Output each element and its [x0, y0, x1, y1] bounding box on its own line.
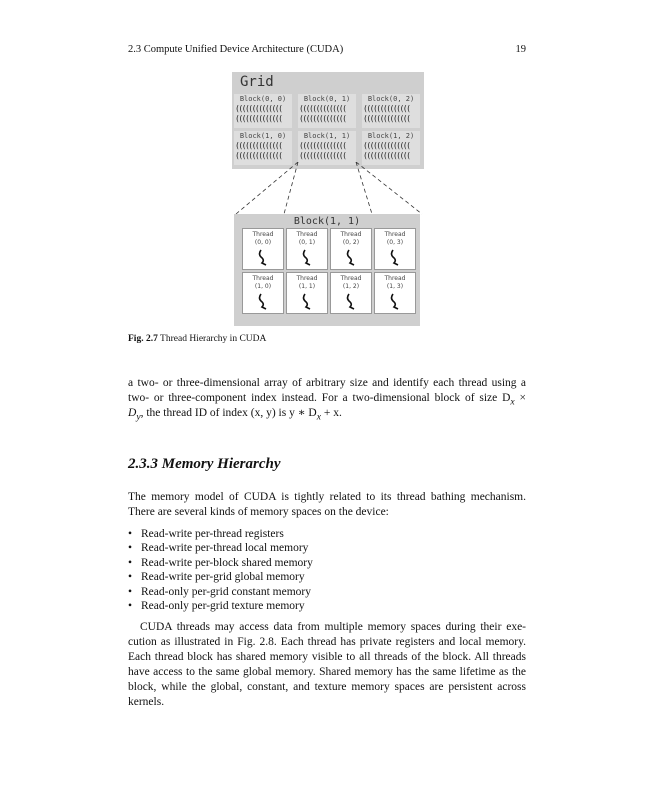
text-line: CUDA threads may access data from multiple memory spaces during their exe-: [140, 621, 526, 633]
grid-panel: [232, 72, 424, 169]
thread-squiggle-icon: [389, 249, 401, 267]
grid-block-label: Block(1, 0): [239, 132, 287, 140]
block-title: Block(1, 1): [293, 216, 361, 227]
connector-line: [284, 162, 298, 214]
section-heading: 2.3.3 Memory Hierarchy: [128, 456, 281, 472]
grid-block: [362, 131, 420, 165]
thread-cell: [242, 228, 284, 270]
caption-label: Fig. 2.7: [128, 334, 158, 344]
connector-line: [356, 162, 372, 214]
running-title: 2.3 Compute Unified Device Architecture (CUDA): [128, 44, 344, 55]
figure-caption: [128, 334, 266, 344]
thread-cell: [374, 228, 416, 270]
grid-title: Grid: [240, 74, 274, 90]
text-line: $D_y$, the thread ID of index (x, y) is y ∗ $D_x + x$.: [128, 407, 342, 423]
text-line: Each thread block has shared memory visible to all threads of the block. All threads: [128, 651, 526, 663]
grid-block-label: Block(0, 1): [303, 95, 351, 103]
list-item: • Read-write per-thread local memory: [128, 542, 309, 555]
thread-glyphs: (((((((((((((( ((((((((((((((: [299, 141, 346, 160]
block-detail-panel: [234, 214, 420, 326]
grid-block: [362, 94, 420, 128]
grid-block: [234, 131, 292, 165]
paragraph-thread-id: [128, 376, 526, 421]
grid-block-highlighted: [298, 131, 356, 165]
grid-block-label: Block(0, 2): [367, 95, 415, 103]
thread-glyphs: (((((((((((((( ((((((((((((((: [235, 141, 282, 160]
grid-block: [234, 94, 292, 128]
thread-hierarchy-figure: [232, 72, 424, 328]
thread-glyphs: (((((((((((((( ((((((((((((((: [299, 104, 346, 123]
grid-block-label: Block(1, 1): [303, 132, 351, 140]
thread-cell: [330, 272, 372, 314]
thread-label: Thread (0, 3): [384, 231, 406, 246]
connector-line: [236, 162, 298, 214]
zoom-connector-lines: [232, 162, 424, 216]
thread-label: Thread (1, 0): [252, 275, 274, 290]
thread-label: Thread (0, 0): [252, 231, 274, 246]
thread-squiggle-icon: [345, 249, 357, 267]
grid-block-label: Block(0, 0): [239, 95, 287, 103]
connector-line: [356, 162, 422, 214]
thread-cell: [286, 228, 328, 270]
thread-squiggle-icon: [301, 293, 313, 311]
paragraph-memory-intro: [128, 490, 526, 520]
text-line: a two- or three-dimensional array of arbitrary size and identify each thread using a: [128, 377, 526, 389]
thread-squiggle-icon: [389, 293, 401, 311]
thread-glyphs: (((((((((((((( ((((((((((((((: [363, 141, 410, 160]
paragraph-memory-access: [128, 620, 526, 710]
thread-glyphs: (((((((((((((( ((((((((((((((: [363, 104, 410, 123]
caption-text: Thread Hierarchy in CUDA: [160, 334, 267, 344]
thread-squiggle-icon: [345, 293, 357, 311]
thread-cell: [286, 272, 328, 314]
text-line: block, while the global, constant, and texture memory spaces are persistent across: [128, 681, 526, 693]
thread-squiggle-icon: [301, 249, 313, 267]
list-item: • Read-write per-block shared memory: [128, 556, 313, 569]
thread-label: Thread (1, 3): [384, 275, 406, 290]
text-line: two- or three-component index instead. For a two-dimensional block of size $D_x$ ×: [128, 392, 527, 408]
thread-squiggle-icon: [257, 249, 269, 267]
text-line: There are several kinds of memory spaces on the device:: [128, 506, 389, 518]
memory-spaces-list: [128, 527, 526, 613]
text-line: cution as illustrated in Fig. 2.8. Each thread has private registers and local memory.: [128, 636, 526, 648]
thread-cell: [330, 228, 372, 270]
list-item: • Read-only per-grid constant memory: [128, 585, 311, 598]
text-line: The memory model of CUDA is tightly related to its thread bathing mechanism.: [128, 491, 526, 503]
running-head: [128, 44, 526, 60]
text-line: have access to the same global memory. Shared memory has the same lifetime as the: [128, 666, 526, 678]
thread-label: Thread (0, 1): [296, 231, 318, 246]
thread-label: Thread (1, 1): [296, 275, 318, 290]
thread-label: Thread (0, 2): [340, 231, 362, 246]
thread-label: Thread (1, 2): [340, 275, 362, 290]
thread-glyphs: (((((((((((((( ((((((((((((((: [235, 104, 282, 123]
list-item: • Read-only per-grid texture memory: [128, 599, 305, 612]
grid-block: [298, 94, 356, 128]
page-number: 19: [515, 44, 526, 55]
thread-squiggle-icon: [257, 293, 269, 311]
thread-cell: [242, 272, 284, 314]
list-item: • Read-write per-thread registers: [128, 528, 284, 540]
thread-cell: [374, 272, 416, 314]
text-line: kernels.: [128, 696, 165, 708]
list-item: • Read-write per-grid global memory: [128, 571, 305, 584]
grid-block-label: Block(1, 2): [367, 132, 415, 140]
